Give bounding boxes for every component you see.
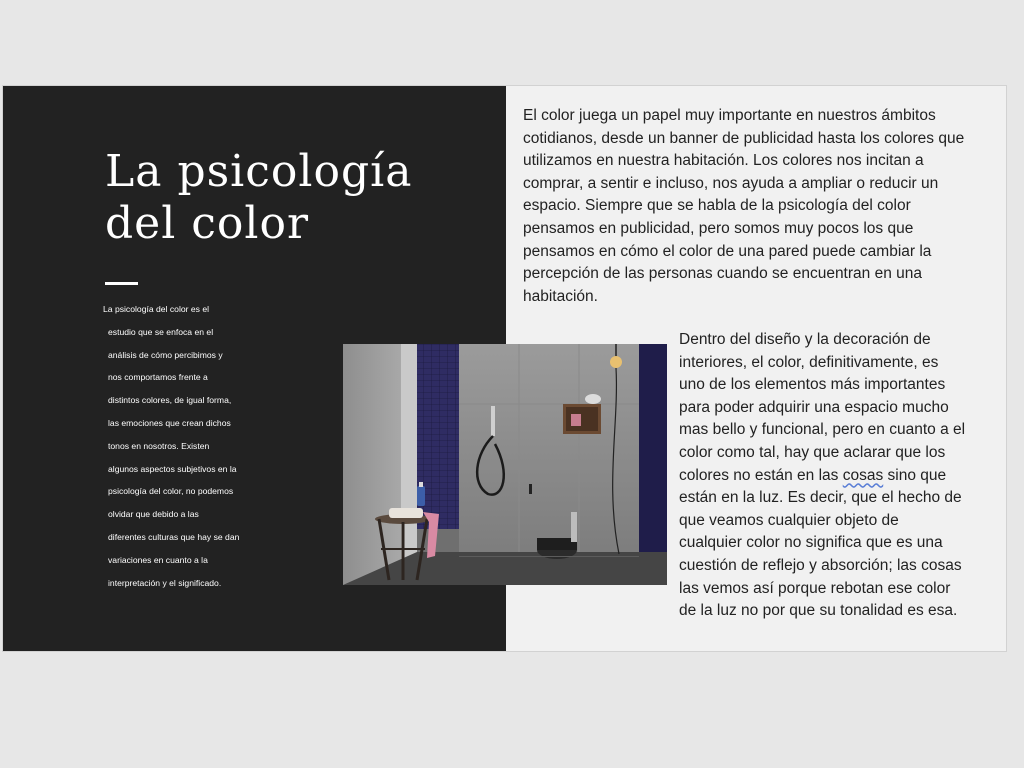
left-text-line: las emociones que crean dichos [108,417,231,428]
paragraph-line: interiores, el color, definitivamente, es [679,353,939,371]
left-text-line: La psicología del color es el [103,304,210,314]
paragraph-line: mas bello y funcional, pero en cuanto a el [679,421,966,439]
paragraph-line: para poder adquirir una espacio mucho [679,398,949,416]
paragraph-fragment: sino que [883,466,947,484]
paragraph-line: comprar, a sentir e incluso, nos ayuda a ampliar o reducir un [523,174,939,192]
paragraph-top-right[interactable] [523,105,964,308]
left-text-box[interactable] [103,298,281,594]
left-text-line: análisis de cómo percibimos y [108,349,223,360]
slide[interactable] [2,85,1007,652]
paragraph-line: espacio. Siempre que se habla de la psicología del color [523,197,911,215]
paragraph-fragment: colores no están en las [679,466,843,484]
title-line: La psicología [105,146,413,197]
paragraph-line: cualquier color no significa que es una [679,534,943,552]
bathroom-shower-photo-icon [343,344,667,585]
bathroom-photo[interactable] [343,344,667,585]
paragraph-line: de la luz no por que su tonalidad es esa. [679,602,958,620]
left-text-line: interpretación y el significado. [108,577,222,588]
left-text-line: olvidar que debido a las [108,509,199,520]
paragraph-line: pensamos en cómo el color de una pared puede cambiar la [523,242,932,260]
paragraph-line: habitación. [523,287,598,305]
paragraph-line [679,465,965,488]
left-text-line: psicología del color, no podemos [108,486,234,497]
paragraph-line: que veamos cualquier objeto de [679,511,899,529]
paragraph-line: Dentro del diseño y la decoración de [679,331,931,348]
paragraph-line: cotidianos, desde un banner de publicidad hasta los colores que [523,129,965,147]
paragraph-line: El color juega un papel muy importante en nuestros ámbitos [523,107,936,124]
paragraph-line: utilizamos en nuestra habitación. Los colores nos incitan a [523,152,924,170]
title-accent-line [105,282,138,285]
paragraph-line: color como tal, hay que aclarar que los [679,443,946,461]
left-text-line: diferentes culturas que hay se dan [108,531,240,542]
paragraph-line: percepción de las personas cuando se encuentran en una [523,265,922,283]
title-line: del color [105,198,309,249]
slide-title[interactable] [105,146,485,250]
paragraph-line: pensamos en publicidad, pero somos muy pocos los que [523,219,914,237]
left-text-line: algunos aspectos subjetivos en la [108,463,237,474]
spellcheck-underlined-word[interactable]: cosas [842,466,884,484]
paragraph-line: las vemos así porque rebotan ese color [679,579,951,597]
paragraph-bottom-right[interactable] [679,329,965,623]
paragraph-line: están en la luz. Es decir, que el hecho de [679,489,962,507]
left-text-line: tonos en nosotros. Existen [108,440,210,451]
left-text-line: distintos colores, de igual forma, [108,395,232,406]
left-text-line: nos comportamos frente a [108,372,208,383]
left-text-line: variaciones en cuanto a la [108,554,208,565]
left-text-line: estudio que se enfoca en el [108,326,214,337]
paragraph-line: cuestión de reflejo y absorción; las cosas [679,556,962,574]
paragraph-line: uno de los elementos más importantes [679,376,946,394]
